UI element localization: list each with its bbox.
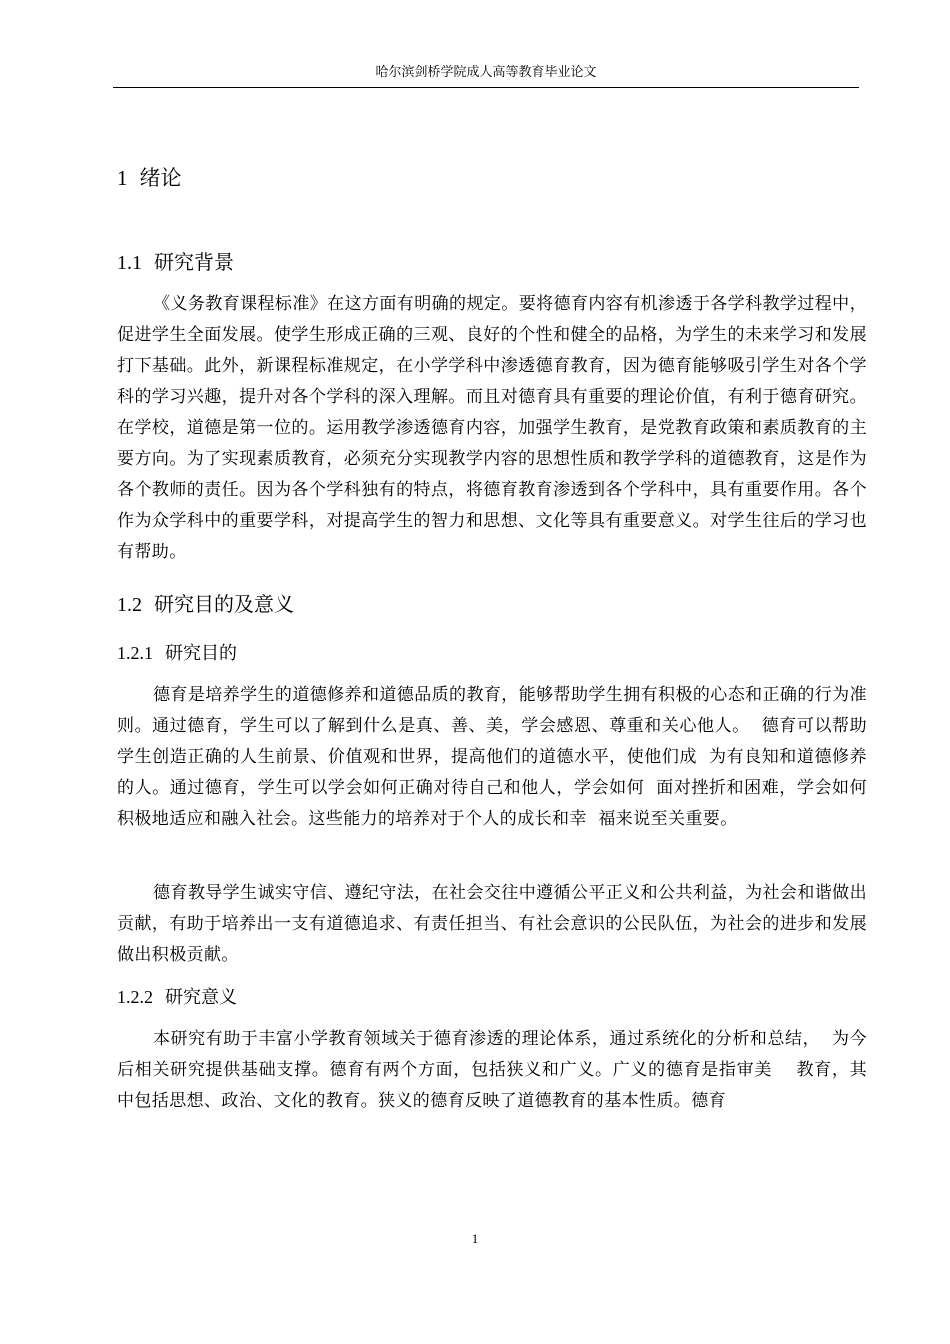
section-title: 研究背景 bbox=[154, 250, 234, 274]
section-number: 1.2 bbox=[117, 594, 142, 616]
chapter-title: 绪论 bbox=[139, 166, 182, 190]
section-heading-1-1 bbox=[117, 246, 234, 279]
subsection-heading-1-2-1 bbox=[117, 638, 237, 669]
subsection-number: 1.2.1 bbox=[117, 643, 153, 663]
paragraph-background: 《义务教育课程标准》在这方面有明确的规定。要将德育内容有机渗透于各学科教学过程中，促进学生全面发展。使学生形成正确的三观、良好的个性和健全的品格，为学生的未来学习和发展打下基础。此外，新课程标准规定，在小学学科中渗透德育教育，因为德育能够吸引学生对各个学科的学习兴趣，提升对各个学科的深入理解。而且对德育具有重要的理论价值，有利于德育研究。在学校，道德是第一位的。运用教学渗透德育内容，加强学生教育，是党教育政策和素质教育的主要方向。为了实现素质教育，必须充分实现教学内容的思想性质和教学学科的道德教育，这是作为各个教师的责任。因为各个学科独有的特点，将德育教育渗透到各个学科中，具有重要作用。各个作为众学科中的重要学科，对提高学生的智力和思想、文化等具有重要意义。对学生往后的学习也有帮助。 bbox=[117, 294, 867, 562]
header-rule bbox=[113, 87, 859, 88]
section-title: 研究目的及意义 bbox=[154, 592, 294, 616]
paragraph-purpose-1: 德育是培养学生的道德修养和道德品质的教育，能够帮助学生拥有积极的心态和正确的行为准则。通过德育，学生可以了解到什么是真、善、美，学会感恩、尊重和关心他人。 德育可以帮助学生创造正确的人生前景、价值观和世界，提高他们的道德水平，使他们成 为有良知和道德修养的人。通过德育，学生可以学会如何正确对待自己和他人，学会如何 面对挫折和困难，学会如何积极地适应和融入社会。这些能力的培养对于个人的成长和幸 福来说至关重要。 bbox=[117, 685, 867, 829]
chapter-heading bbox=[117, 161, 182, 195]
section-number: 1.1 bbox=[117, 252, 142, 274]
page-number: 1 bbox=[471, 1231, 479, 1246]
chapter-number: 1 bbox=[117, 166, 128, 190]
subsection-heading-1-2-2 bbox=[117, 982, 237, 1013]
paragraph-significance: 本研究有助于丰富小学教育领域关于德育渗透的理论体系，通过系统化的分析和总结， 为今后相关研究提供基础支撑。德育有两个方面，包括狭义和广义。广义的德育是指审美 教育，其中包括思想、政治、文化的教育。狭义的德育反映了道德教育的基本性质。德育 bbox=[117, 1029, 867, 1111]
section-heading-1-2 bbox=[117, 588, 294, 621]
subsection-title: 研究意义 bbox=[165, 987, 237, 1008]
subsection-title: 研究目的 bbox=[165, 643, 237, 664]
running-header: 哈尔滨剑桥学院成人高等教育毕业论文 bbox=[375, 65, 597, 80]
paragraph-purpose-2: 德育教导学生诚实守信、遵纪守法，在社会交往中遵循公平正义和公共利益，为社会和谐做出贡献，有助于培养出一支有道德追求、有责任担当、有社会意识的公民队伍，为社会的进步和发展做出积极贡献。 bbox=[117, 883, 867, 965]
subsection-number: 1.2.2 bbox=[117, 987, 153, 1007]
